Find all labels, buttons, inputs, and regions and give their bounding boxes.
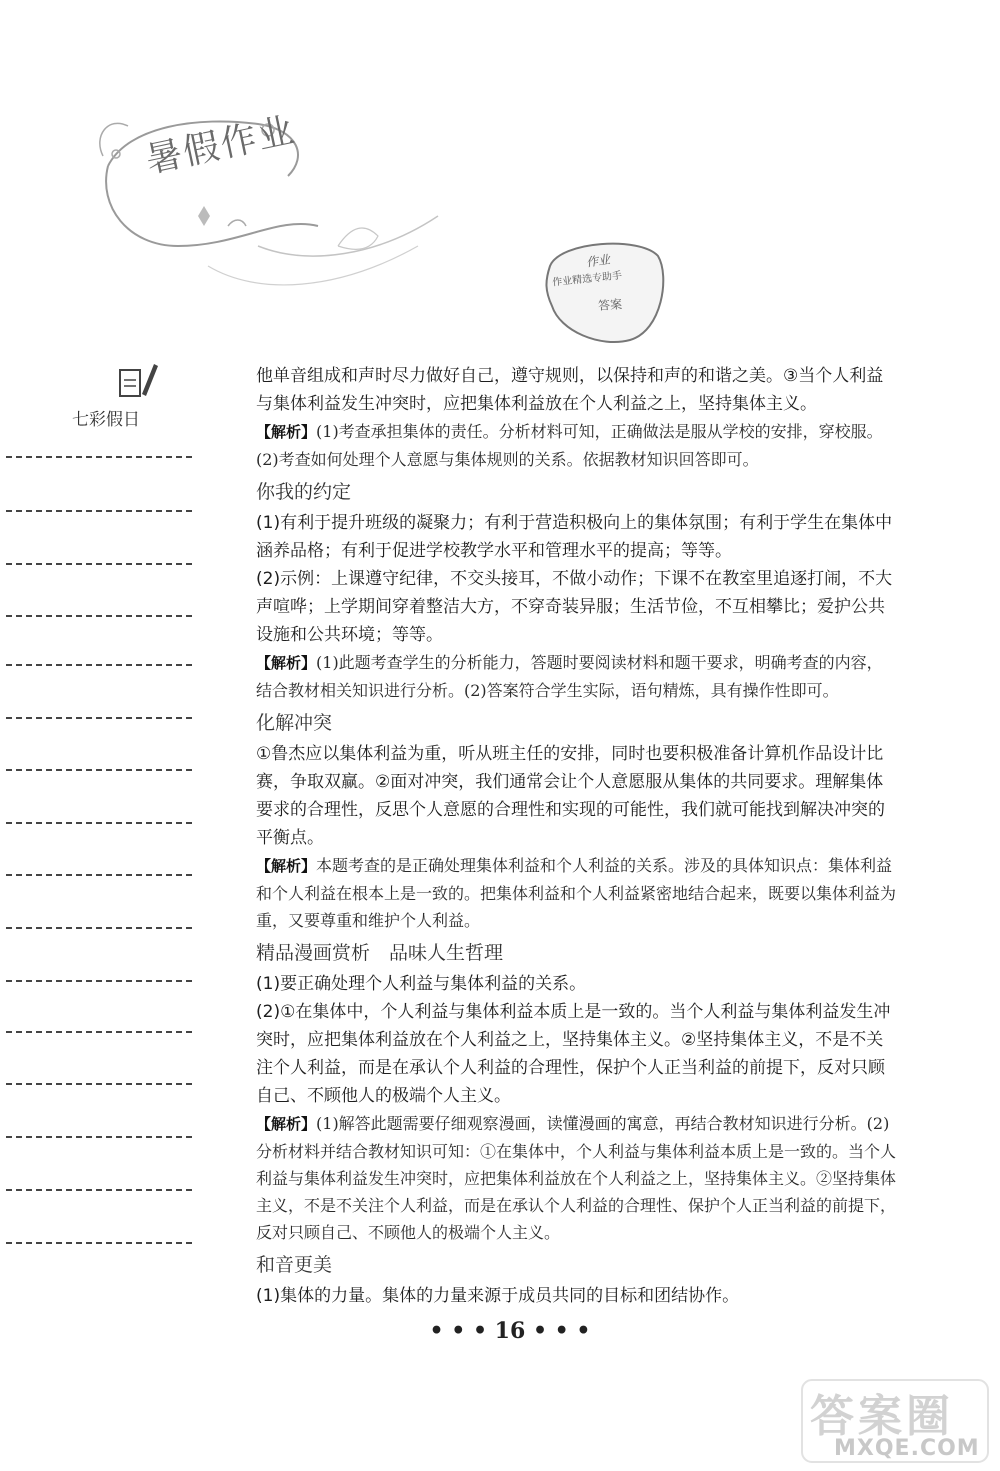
analysis-text: (1)此题考查学生的分析能力，答题时要阅读材料和题干要求，明确考查的内容，结合教材相关知识进行分析。(2)答案符合学生实际，语句精炼，具有操作性即可。 bbox=[256, 653, 883, 700]
analysis-paragraph bbox=[256, 1110, 896, 1246]
answer-paragraph: (1)集体的力量。集体的力量来源于成员共同的目标和团结协作。 bbox=[256, 1286, 740, 1306]
note-line bbox=[6, 510, 192, 512]
answer-paragraph: (2)①在集体中，个人利益与集体利益本质上是一致的。当个人利益与集体利益发生冲突时，应把集体利益放在个人利益之上，坚持集体主义。②坚持集体主义，不是不关注个人利益，而是在承认个人利益的合理性，保护个人正当利益的前提下，反对只顾自己、不顾他人的极端个人主义。 bbox=[256, 1002, 891, 1106]
answer-paragraph: ①鲁杰应以集体利益为重，听从班主任的安排，同时也要积极准备计算机作品设计比赛，争取双赢。②面对冲突，我们通常会让个人意愿服从集体的共同要求。理解集体要求的合理性，反思个人意愿的合理性和实现的可能性，我们就可能找到解决冲突的平衡点。 bbox=[256, 744, 885, 848]
note-line bbox=[6, 1031, 192, 1033]
answer-paragraph: (2)示例：上课遵守纪律，不交头接耳，不做小动作；下课不在教室里追逐打闹，不大声喧哗；上学期间穿着整洁大方，不穿奇装异服；生活节俭，不互相攀比；爱护公共设施和公共环境；等等。 bbox=[256, 569, 893, 645]
analysis-tag: 【解析】 bbox=[256, 654, 317, 672]
note-line bbox=[6, 1083, 192, 1085]
note-line bbox=[6, 717, 192, 719]
note-line bbox=[6, 563, 192, 565]
stamp-text-2: 作业精选专助手 bbox=[551, 270, 623, 289]
section-heading: 和音更美 bbox=[256, 1254, 333, 1276]
analysis-paragraph bbox=[256, 418, 896, 473]
analysis-paragraph bbox=[256, 649, 896, 704]
analysis-tag: 【解析】 bbox=[256, 1115, 317, 1133]
stamp-text-3: 答案 bbox=[597, 297, 623, 313]
answer-paragraph: (1)要正确处理个人利益与集体利益的关系。 bbox=[256, 974, 587, 994]
analysis-paragraph bbox=[256, 852, 896, 934]
page-number: • • • 16 • • • bbox=[429, 1318, 591, 1344]
note-line bbox=[6, 615, 192, 617]
note-line bbox=[6, 874, 192, 876]
header-title: 暑假作业 bbox=[142, 109, 300, 182]
analysis-tag: 【解析】 bbox=[256, 857, 317, 875]
watermark-url: MXQE.COM bbox=[834, 1436, 980, 1461]
note-line bbox=[6, 980, 192, 982]
note-line bbox=[6, 822, 192, 824]
pencil-note-icon bbox=[116, 360, 160, 400]
note-line bbox=[6, 664, 192, 666]
sidebar-label: 七彩假日 bbox=[72, 410, 140, 430]
note-line bbox=[6, 1242, 192, 1244]
note-line bbox=[6, 769, 192, 771]
section-heading: 化解冲突 bbox=[256, 712, 333, 734]
note-line bbox=[6, 927, 192, 929]
analysis-text: 本题考查的是正确处理集体利益和个人利益的关系。涉及的具体知识点：集体利益和个人利益在根本上是一致的。把集体利益和个人利益紧密地结合起来，既要以集体利益为重，又要尊重和维护个人利益。 bbox=[256, 856, 897, 930]
stamp-text-1: 作业 bbox=[585, 252, 611, 270]
watermark-title: 答案圈 bbox=[810, 1391, 954, 1442]
analysis-tag: 【解析】 bbox=[256, 423, 317, 441]
analysis-text: (1)考查承担集体的责任。分析材料可知，正确做法是服从学校的安排，穿校服。(2)考查如何处理个人意愿与集体规则的关系。依据教材知识回答即可。 bbox=[256, 422, 883, 469]
section-heading: 你我的约定 bbox=[256, 481, 352, 503]
note-line bbox=[6, 1189, 192, 1191]
section-heading: 精品漫画赏析 品味人生哲理 bbox=[256, 942, 504, 964]
note-line bbox=[6, 1136, 192, 1138]
answer-paragraph: 他单音组成和声时尽力做好自己，遵守规则，以保持和声的和谐之美。③当个人利益与集体利益发生冲突时，应把集体利益放在个人利益之上，坚持集体主义。 bbox=[256, 366, 884, 414]
answer-paragraph: (1)有利于提升班级的凝聚力；有利于营造积极向上的集体氛围；有利于学生在集体中涵养品格；有利于促进学校教学水平和管理水平的提高；等等。 bbox=[256, 513, 893, 561]
answer-content bbox=[256, 362, 896, 1310]
analysis-text: (1)解答此题需要仔细观察漫画，读懂漫画的寓意，再结合教材知识进行分析。(2)分析材料并结合教材知识可知：①在集体中，个人利益与集体利益本质上是一致的。当个人利益与集体利益发生冲突时，应把集体利益放在个人利益之上，坚持集体主义。②坚持集体主义，不是不关注个人利益，而是在承认个人利益的合理性、保护个人正当利益的前提下，反对只顾自己、不顾他人的极端个人主义。 bbox=[256, 1114, 897, 1242]
note-line bbox=[6, 456, 192, 458]
